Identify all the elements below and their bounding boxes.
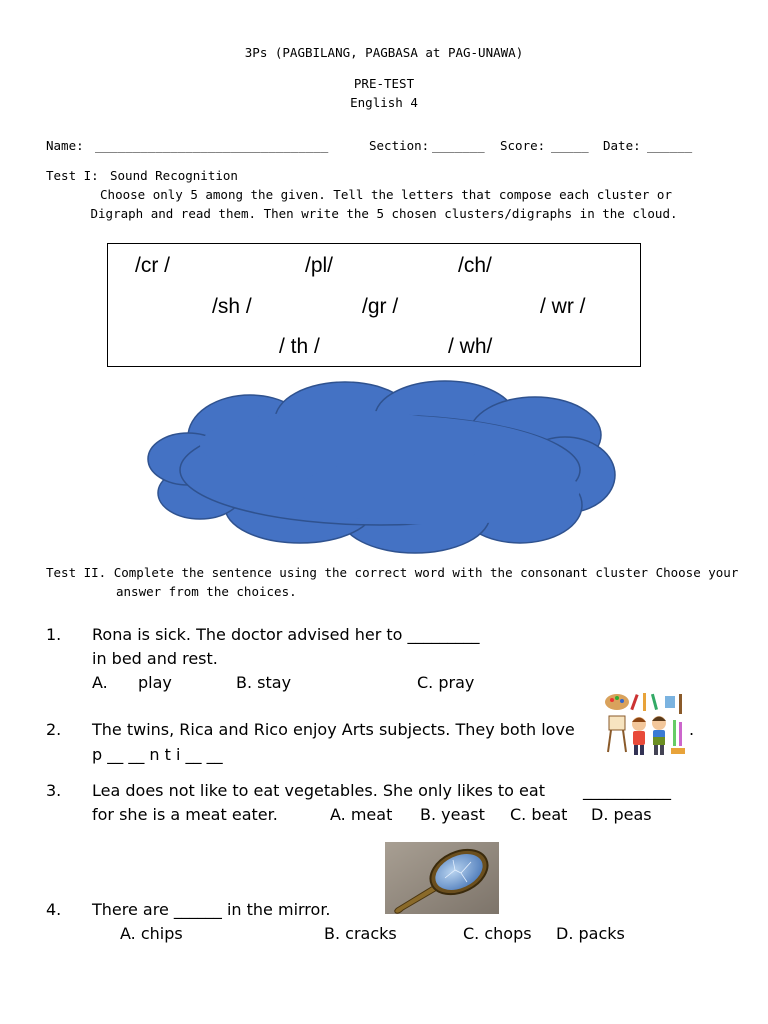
section-label: Section: — [369, 138, 430, 153]
q3-choice-c: C. beat — [510, 805, 568, 824]
cluster-th: / th / — [279, 335, 320, 358]
date-label: Date: — [603, 138, 641, 153]
q4-number: 4. — [46, 900, 62, 919]
test2-instructions-line1: Test II. Complete the sentence using the correct word with the consonant cluster Choose your — [46, 565, 739, 580]
cluster-cr: /cr / — [135, 254, 170, 277]
q3-text-line2: for she is a meat eater. — [92, 805, 278, 824]
date-blank: ______ — [647, 138, 693, 153]
q2-number: 2. — [46, 720, 62, 739]
test1-title: Sound Recognition — [110, 168, 238, 183]
score-label: Score: — [500, 138, 546, 153]
section-blank: _______ — [432, 138, 485, 153]
q3-number: 3. — [46, 781, 62, 800]
q4-choice-a: A. chips — [120, 924, 183, 943]
q2-period: . — [689, 720, 695, 739]
cluster-gr: /gr / — [362, 295, 399, 318]
q1-number: 1. — [46, 625, 62, 644]
test2-instructions-line2: answer from the choices. — [116, 584, 297, 599]
test1-instructions-line2: Digraph and read them. Then write the 5 chosen clusters/digraphs in the cloud. — [90, 206, 678, 221]
arts-kids-illustration — [603, 690, 689, 760]
q3-choice-a: A. meat — [330, 805, 393, 824]
cluster-pl: /pl/ — [305, 254, 334, 277]
q2-text-line2: p __ __ n t i __ __ — [92, 745, 223, 764]
cluster-wr: / wr / — [540, 295, 586, 318]
q1-choice-b: B. stay — [236, 673, 292, 692]
answer-cloud — [140, 375, 620, 560]
q2-text-line1: The twins, Rica and Rico enjoy Arts subjects. They both love — [92, 720, 575, 739]
q1-text-line2: in bed and rest. — [92, 649, 218, 668]
q4-text-line1: There are ______ in the mirror. — [92, 900, 331, 919]
score-blank: _____ — [551, 138, 589, 153]
cluster-wh: / wh/ — [448, 335, 493, 358]
cluster-sh: /sh / — [212, 295, 252, 318]
name-blank: _______________________________ — [95, 138, 329, 153]
q4-choice-b: B. cracks — [324, 924, 397, 943]
q3-choice-b: B. yeast — [420, 805, 485, 824]
subject-title: English 4 — [350, 95, 418, 110]
test1-heading: Test I: — [46, 168, 99, 183]
q1-text-line1: Rona is sick. The doctor advised her to _________ — [92, 625, 480, 644]
cluster-ch: /ch/ — [458, 254, 492, 277]
q3-text-line1: Lea does not like to eat vegetables. She only likes to eat — [92, 781, 545, 800]
q1-choice-c: C. pray — [417, 673, 475, 692]
q1-choice-a-letter: A. — [92, 673, 108, 692]
test-type: PRE-TEST — [353, 76, 415, 91]
cracked-mirror-photo — [385, 842, 499, 914]
test1-instructions-line1: Choose only 5 among the given. Tell the letters that compose each cluster or — [100, 187, 672, 202]
q3-answer-blank: ___________ — [583, 781, 671, 800]
q4-choice-c: C. chops — [463, 924, 532, 943]
worksheet-title: 3Ps (PAGBILANG, PAGBASA at PAG-UNAWA) — [244, 45, 524, 60]
name-label: Name: — [46, 138, 84, 153]
q1-choice-a: play — [138, 673, 172, 692]
q3-choice-d: D. peas — [591, 805, 652, 824]
q4-choice-d: D. packs — [556, 924, 625, 943]
